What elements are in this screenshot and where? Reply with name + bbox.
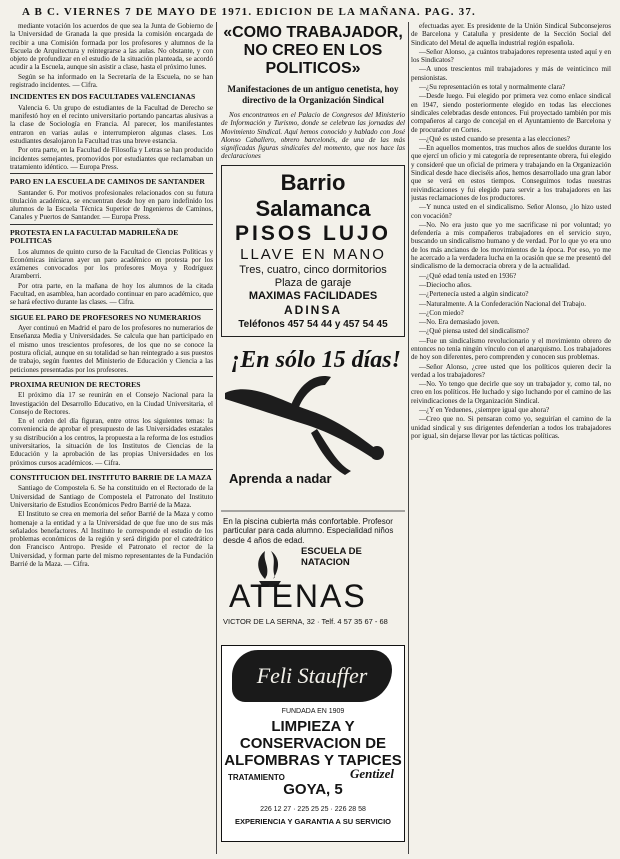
- ad-school: ESCUELA DE NATACION: [301, 545, 362, 568]
- section-divider: [10, 309, 213, 310]
- paragraph: —Señor Alonso, ¿a cuántos trabajadores representa usted aquí y en los Sindicatos?: [411, 47, 611, 65]
- ad-body: En la piscina cubierta más confortable. Profesor particular para cada alumno. Especialidad niños desde 4 años de edad.: [223, 516, 394, 545]
- paragraph: —¿Y en Yeduenes, ¿siempre igual que ahora?: [419, 406, 550, 415]
- ad-address: GOYA, 5: [283, 780, 343, 798]
- headline-deck: Manifestaciones de un antiguo cenetista, hoy directivo de la Organización Sindical: [227, 84, 399, 105]
- paragraph: —Fue un sindicalismo revolucionario y el movimiento obrero de entonces no tenía ningún vínculo con el anarquismo. Los trabajadores de hoy son diferentes, pero comprenden y conocen sus problemas.: [411, 336, 611, 362]
- ad-subheadline: Aprenda a nadar: [229, 470, 332, 486]
- ad-address: VICTOR DE LA SERNA, 32 · Telf. 4 57 35 67 - 68: [223, 616, 388, 626]
- paragraph: Por otra parte, en la Facultad de Filosofía y Letras se han producido incidentes semejantes, promovidos por estudiantes que reclamaban un tratamiento idéntico. — Europa Press.: [10, 146, 213, 171]
- ad-stauffer: [221, 645, 405, 842]
- paragraph: —Naturalmente. A la Confederación Nacional del Trabajo.: [419, 299, 587, 308]
- section-divider: [10, 224, 213, 225]
- paragraph: —¿Su representación es total y normalmente clara?: [419, 83, 566, 92]
- paragraph: —No. Yo tengo que decirle que soy un trabajador y, como tal, no creo en los políticos. He luchado y sigo luchando por el camino de las reivindicaciones de la Organización Sindical.: [411, 380, 611, 405]
- ad-brand: ADINSA: [283, 302, 342, 317]
- ad-brand: ATENAS: [229, 577, 367, 614]
- paragraph: Santiago de Compostela 6. Se ha constituido en el Rectorado de la Universidad de Santiago de Compostela el Patronato del Instituto Universitario de Estudios Económicos Pedro Barrié de la Maza.: [10, 484, 213, 509]
- ad-logo: Feli Stauffer: [232, 650, 392, 702]
- page-header: A B C. VIERNES 7 DE MAYO DE 1971. EDICION DE LA MAÑANA. PAG. 37.: [22, 6, 476, 18]
- ad-footer: EXPERIENCIA Y GARANTIA A SU SERVICIO: [234, 816, 391, 826]
- paragraph: —Creo que no. Si pensaran como yo, seguirían el camino de la unidad sindical y sus dirigentes defenderían a todos los trabajadores por igual, sin dejarse llevar por las tácticas políticas.: [411, 415, 611, 440]
- ad-founded: FUNDADA EN 1909: [281, 707, 345, 715]
- section-divider: [10, 376, 213, 377]
- ad-phones: 226 12 27 · 225 25 25 · 226 28 58: [260, 805, 366, 813]
- section-divider: [10, 173, 213, 174]
- paragraph: —No. No era justo que yo me sacrificase ni por voluntad; yo defendería a mis compañeros trabajadores en el servicio suyo, buscando un sindicalismo humano y de verdad. Por lo que yo era uno de los más ancianos de los movimientos de la época. Por eso, yo me he acercado a la verdadera lucha en la ocasión que se me presentó del sindicalismo de la democracia obrera y de la actualidad.: [411, 220, 611, 271]
- paragraph: —Desde luego. Fui elegido por primera vez como enlace sindical en 1947, siendo posteriormente elegido en todas las elecciones sindicales celebradas desde entonces. Fui proyectado también por mis compañeros al cargo de concejal en el Ayuntamiento de Barcelona y de procurador en Cortes.: [411, 92, 611, 134]
- ad-phones: Teléfonos 457 54 44 y 457 54 45: [238, 318, 388, 330]
- ad-natacion-atenas: [221, 341, 405, 641]
- ad-label: TRATAMIENTO: [228, 772, 285, 782]
- paragraph: —¿Con miedo?: [419, 308, 464, 317]
- ad-line: MAXIMAS FACILIDADES: [248, 289, 378, 302]
- paragraph: —Dieciocho años.: [419, 280, 472, 289]
- section-divider: [10, 469, 213, 470]
- section-heading: SIGUE EL PARO DE PROFESORES NO NUMERARIOS: [10, 312, 201, 322]
- article-intro: Nos encontramos en el Palacio de Congresos del Ministerio de Información y Turismo, donde se celebran las jornadas del Movimiento Sindical. Aquí hemos conocido y hablado con José Alonso Caballero, obrero barcelonés, de una de las más significadas figuras sindicales del momento, que nos hace las declaraciones: [221, 111, 405, 161]
- paragraph: mediante votación los acuerdos de que sea la Junta de Gobierno de la Universidad de Granada la que presida la comisión encargada de recibir a una Comisión formada por los profesores y alumnos de la Escuela de Arquitectura y reintegrarse a las aulas. No obstante, y con objeto de profundizar en el estudio de la situación planteada, se acordó acudir a la Escuela, aunque sin asistir a clase, hasta el próximo lunes.: [10, 22, 213, 72]
- ad-barrio-salamanca: [221, 165, 405, 337]
- paragraph: efectuadas ayer. Es presidente de la Unión Sindical Subconsejeros de Barcelona y Cataluña y presidente de la Sección Social del Sindicato del Metal de aquella industrial región española.: [411, 22, 611, 47]
- paragraph: Ayer continuó en Madrid el paro de los profesores no numerarios de Enseñanza Media y Universidades. Se calcula que han participado en el mismo unos trescientos profesores, de los que no se conoce la postura oficial, aunque en su totalidad se han reintegrado a sus puestos de trabajo, según fuentes del Ministerio de Educación y Ciencia a las peticiones presentadas por los profesores.: [10, 324, 213, 374]
- section-heading: PROXIMA REUNION DE RECTORES: [10, 379, 141, 389]
- paragraph: —¿Qué edad tenía usted en 1936?: [419, 271, 517, 280]
- column-left: [10, 22, 213, 854]
- paragraph: —¿Qué piensa usted del sindicalismo?: [419, 327, 529, 336]
- column-rule: [408, 22, 409, 854]
- paragraph: Los alumnos de quinto curso de la Facultad de Ciencias Políticas y Económicas iniciaron ayer un paro académico en protesta por los exámenes convocados por los profesores Moya y Rodríguez Aramberri.: [10, 247, 213, 281]
- ad-line: LLAVE EN MANO: [240, 245, 386, 263]
- ad-brandmark: Gentizel: [349, 765, 394, 781]
- section-heading: PROTESTA EN LA FACULTAD MADRILEÑA DE POLITICAS: [10, 227, 179, 246]
- ad-headline: ¡En sólo 15 días!: [230, 346, 401, 373]
- paragraph: Santander 6. Por motivos profesionales relacionados con su futura titulación académica, se encuentran desde hoy en paro indefinido los alumnos de la Escuela Técnica Superior de Ingenieros de Caminos, Canales y Puertos de Santander. — Europa Press.: [10, 188, 213, 222]
- section-heading: INCIDENTES EN DOS FACULTADES VALENCIANAS: [10, 92, 196, 102]
- ad-service: LIMPIEZA Y CONSERVACION DE ALFOMBRAS Y TAPICES: [224, 717, 402, 769]
- column-center: [221, 22, 405, 854]
- paragraph: —Señor Alonso, ¿cree usted que los políticos quieren decir la verdad a los trabajadores?: [411, 362, 611, 379]
- paragraph: El próximo día 17 se reunirán en el Consejo Nacional para la Investigación del Desarrollo Educativo, en la Ciudad Universitaria, el Consejo de Rectores.: [10, 391, 213, 416]
- main-headline: «COMO TRABAJADOR, NO CREO EN LOS POLITICOS»: [223, 24, 403, 77]
- paragraph: Valencia 6. Un grupo de estudiantes de la Facultad de Derecho se manifestó hoy en el recinto universitario portando pancartas alusivas a la clase de Sociología en Francia. Al parecer, los manifestantes entraron en varias aulas e interrumpieron algunas clases. Los estudiantes desalojaron la Facultad tras una breve estancia.: [10, 103, 213, 145]
- paragraph: —Y nunca usted en el sindicalismo. Señor Alonso, ¿lo hizo usted con vocación?: [411, 203, 611, 220]
- ad-title: Barrio Salamanca: [255, 169, 371, 221]
- paragraph: —¿Qué es usted cuando se presenta a las elecciones?: [419, 134, 570, 143]
- paragraph: —No. Era demasiado joven.: [419, 318, 500, 327]
- paragraph: En el orden del día figuran, entre otros los siguientes temas: la conveniencia de aprobar el presupuesto de las Universidades estatales y su distribución a los centros, la propuesta a la reforma de los estudios universitarios, la situación de los Institutos de Ciencias de la Educación y la aprobación de las propias Universidades en los próximos cursos académicos. — Cifra.: [10, 417, 213, 467]
- section-heading: CONSTITUCION DEL INSTITUTO BARRIE DE LA MAZA: [10, 472, 212, 482]
- ad-line: PISOS LUJO: [234, 221, 392, 245]
- column-rule: [216, 22, 217, 854]
- paragraph: —¿Pertenecía usted a algún sindicato?: [419, 290, 529, 299]
- paragraph: El Instituto se crea en memoria del señor Barrié de la Maza y como homenaje a la entidad y a la Universidad de que fue uno de sus más señalados benefactores. Al Instituto le corresponde el estudio de los problemas económicos de la región y será dirigido por el catedrático don Francisco Antropo. Preside el Patronato el rector de la Universidad, y forman parte del mismo representantes de la Fundación Barrié de la Maza. — Cifra.: [10, 510, 213, 568]
- paragraph: Según se ha informado en la Secretaría de la Escuela, no se han registrado incidentes. — Cifra.: [10, 72, 213, 90]
- paragraph: —A unos trescientos mil trabajadores y más de veinticinco mil pensionistas.: [411, 65, 611, 82]
- ad-line: Tres, cuatro, cinco dormitorios: [239, 263, 387, 276]
- paragraph: Por otra parte, en la mañana de hoy los alumnos de la citada Facultad, en asamblea, han acordado continuar en paro académico, que se hará efectivo durante las clases. — Cifra.: [10, 281, 213, 307]
- column-right: [411, 22, 611, 854]
- section-heading: PARO EN LA ESCUELA DE CAMINOS DE SANTANDER: [10, 177, 205, 187]
- ad-line: Plaza de garaje: [274, 276, 352, 289]
- paragraph: —En aquellos momentos, tras muchos años de sueldos durante los que ejercí un oficio y mi categoría de representante obrera, fui elegido y consideré que un oficial de primera y trabajando en la Organización Sindical desde hace dieciséis años, hemos desarrollado una gran labor que se verá en estos tiempos. Conseguimos todas nuestras reivindicaciones y fui elegido para servir a los trabajadores en las justas reclamaciones de los productores.: [411, 144, 611, 202]
